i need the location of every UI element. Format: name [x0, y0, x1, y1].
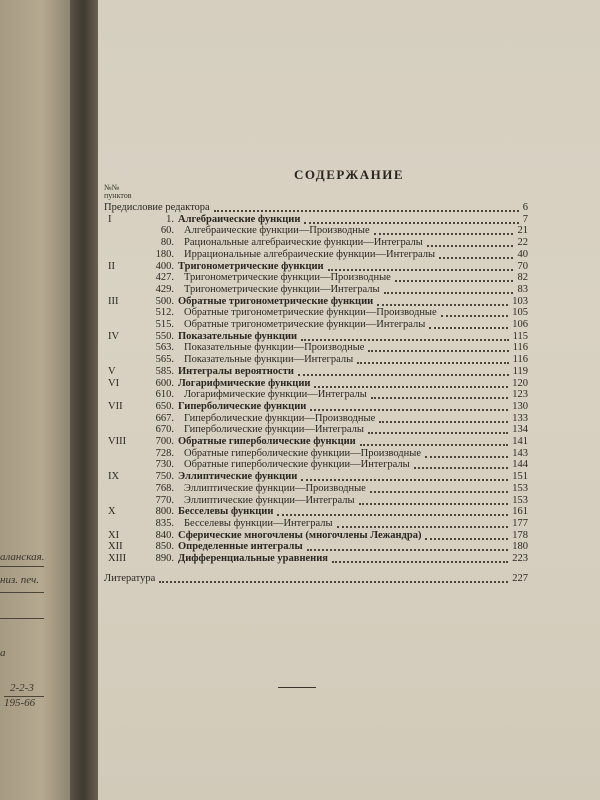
- toc-page-number: 70: [517, 260, 528, 272]
- toc-entry-title: Показательные функции—Производные: [184, 342, 365, 354]
- toc-entry-title: Тригонометрические функции—Производные: [184, 272, 391, 284]
- toc-section-number: 770.: [155, 494, 174, 506]
- toc-page-number: 178: [512, 529, 528, 541]
- toc-entry-title: Показательные функции—Интегралы: [184, 354, 354, 366]
- toc-leader-dots: [371, 397, 508, 399]
- left-fragment: аланская.: [0, 551, 45, 563]
- toc-entry-title: Обратные тригонометрические функции: [178, 295, 374, 307]
- toc-entry-title: Литература: [104, 572, 156, 584]
- toc-entry-title: Гиперболические функции—Производные: [184, 412, 376, 424]
- toc-section-number: 800.: [155, 506, 174, 518]
- toc-section-number: 750.: [155, 471, 174, 483]
- toc-leader-dots: [359, 503, 508, 505]
- toc-page-number: 123: [512, 389, 528, 401]
- toc-entry-title: Алгебраические функции: [178, 213, 301, 225]
- toc-leader-dots: [304, 222, 519, 224]
- toc-leader-dots: [370, 491, 508, 493]
- toc-page-number: 180: [512, 541, 528, 553]
- toc-page-number: 227: [512, 572, 528, 584]
- left-fragment: 2-2-3: [10, 682, 34, 694]
- toc-section-number: 1.: [166, 213, 174, 225]
- toc-row: [98, 331, 600, 342]
- toc-entry-title: Алгебраические функции—Производные: [184, 225, 370, 237]
- toc-section-number: 565.: [155, 354, 174, 366]
- toc-roman-numeral: XII: [108, 541, 123, 553]
- toc-section-number: 730.: [155, 459, 174, 471]
- toc-section-number: 515.: [155, 319, 174, 330]
- toc-entry-title: Иррациональные алгебраические функции—Интегралы: [184, 248, 436, 260]
- toc-entry-title: Обратные тригонометрические функции—Интегралы: [184, 319, 426, 330]
- toc-section-number: 600.: [155, 377, 174, 389]
- toc-row: [98, 225, 600, 236]
- toc-page-number: 83: [517, 283, 528, 295]
- toc-section-number: 700.: [155, 436, 174, 447]
- toc-page-number: 120: [512, 377, 528, 389]
- toc-leader-dots: [374, 233, 513, 235]
- toc-leader-dots: [429, 327, 508, 329]
- toc-leader-dots: [427, 245, 513, 247]
- toc-roman-numeral: VIII: [108, 436, 127, 447]
- toc-entry-title: Показательные функции: [178, 330, 298, 342]
- toc-leader-dots: [414, 467, 508, 469]
- toc-page-number: 7: [522, 213, 528, 225]
- toc-entry-title: Определенные интегралы: [178, 541, 303, 553]
- toc-row: [98, 296, 600, 307]
- toc-leader-dots: [298, 374, 509, 376]
- toc-page-number: 153: [512, 494, 528, 506]
- toc-row: [98, 401, 600, 412]
- left-rule: [0, 592, 44, 593]
- numbers-header-symbol: №№: [104, 183, 120, 192]
- toc-entry-title: Дифференциальные уравнения: [178, 553, 328, 564]
- toc-row: [98, 553, 600, 564]
- left-page: [0, 0, 70, 800]
- toc-section-number: 728.: [155, 447, 174, 459]
- toc-entry-title: Интегралы вероятности: [178, 365, 294, 377]
- toc-row: [98, 366, 600, 377]
- toc-section-number: 667.: [155, 412, 174, 424]
- numbers-header-label: пунктов: [104, 191, 132, 200]
- toc-page-number: 133: [512, 412, 528, 424]
- toc-section-number: 768.: [155, 482, 174, 494]
- toc-leader-dots: [214, 210, 519, 212]
- toc-row: [98, 483, 600, 494]
- toc-entry-title: Эллиптические функции—Интегралы: [184, 494, 355, 506]
- toc-section-number: 650.: [155, 400, 174, 412]
- toc-section-number: 80.: [160, 237, 174, 249]
- toc-page-number: 153: [512, 482, 528, 494]
- toc-page-number: 130: [512, 400, 528, 412]
- toc-page-number: 6: [522, 202, 528, 213]
- toc-page-number: 141: [512, 436, 528, 447]
- toc-entry-title: Эллиптические функции—Производные: [184, 482, 366, 494]
- toc-row: [98, 342, 600, 353]
- toc-entry-title: Обратные гиперболические функции—Производные: [184, 447, 421, 459]
- toc-row: [98, 541, 600, 552]
- toc-leader-dots: [314, 386, 508, 388]
- toc-row: [98, 448, 600, 459]
- toc-section-number: 610.: [155, 389, 174, 401]
- toc-row: [98, 378, 600, 389]
- toc-roman-numeral: IX: [108, 471, 120, 483]
- toc-page-number: 177: [512, 517, 528, 529]
- toc-leader-dots: [441, 315, 508, 317]
- toc-row: [98, 413, 600, 424]
- toc-leader-dots: [395, 280, 513, 282]
- contents-page: [98, 0, 600, 800]
- toc-page-number: 144: [512, 459, 528, 471]
- toc-roman-numeral: VII: [108, 400, 123, 412]
- toc-section-number: 835.: [155, 517, 174, 529]
- numbers-header: [104, 184, 132, 200]
- toc-section-number: 429.: [155, 283, 174, 295]
- toc-section-number: 840.: [155, 529, 174, 541]
- toc-row: [98, 530, 600, 541]
- toc-leader-dots: [379, 421, 508, 423]
- toc-roman-numeral: X: [108, 506, 116, 518]
- toc-section-number: 890.: [155, 553, 174, 564]
- toc-entry-title: Тригонометрические функции—Интегралы: [184, 283, 380, 295]
- toc-row: [98, 389, 600, 400]
- toc-row: [98, 436, 600, 447]
- toc-entry-title: Обратные гиперболические функции: [178, 436, 356, 447]
- toc-entry-title: Сферические многочлены (многочлены Лежандра): [178, 529, 422, 541]
- toc-leader-dots: [159, 581, 508, 583]
- toc-page-number: 119: [512, 365, 528, 377]
- left-fragment: а: [0, 647, 6, 659]
- toc-section-number: 400.: [155, 260, 174, 272]
- toc-leader-dots: [328, 269, 513, 271]
- toc-leader-dots: [425, 538, 508, 540]
- toc-leader-dots: [360, 444, 508, 446]
- toc-leader-dots: [377, 304, 508, 306]
- toc-leader-dots: [301, 339, 509, 341]
- toc-entry-title: Предисловие редактора: [104, 202, 210, 213]
- toc-page-number: 143: [512, 447, 528, 459]
- toc-leader-dots: [307, 549, 508, 551]
- toc-section-number: 500.: [155, 295, 174, 307]
- toc-section-number: 60.: [160, 225, 174, 237]
- toc-leader-dots: [357, 362, 509, 364]
- toc-row: [98, 495, 600, 506]
- toc-section-number: 670.: [155, 424, 174, 436]
- toc-entry-title: Обратные тригонометрические функции—Производные: [184, 307, 437, 319]
- toc-page-number: 21: [517, 225, 528, 237]
- toc-roman-numeral: I: [108, 213, 112, 225]
- toc-roman-numeral: IV: [108, 330, 120, 342]
- toc-page-number: 103: [512, 295, 528, 307]
- toc-entry-title: Рациональные алгебраические функции—Интегралы: [184, 237, 423, 249]
- toc-leader-dots: [332, 561, 508, 563]
- toc-roman-numeral: XIII: [108, 553, 127, 564]
- toc-page-number: 106: [512, 319, 528, 330]
- toc-page-number: 116: [512, 354, 528, 366]
- toc-page-number: 161: [512, 506, 528, 518]
- toc-page-number: 116: [512, 342, 528, 354]
- toc-row: [98, 214, 600, 225]
- toc-roman-numeral: III: [108, 295, 119, 307]
- toc-row: [98, 424, 600, 435]
- toc-section-number: 427.: [155, 272, 174, 284]
- toc-entry-title: Обратные гиперболические функции—Интегралы: [184, 459, 410, 471]
- toc-row: [98, 202, 600, 213]
- toc-section-number: 180.: [155, 248, 174, 260]
- left-rule: [0, 566, 44, 567]
- toc-entry-title: Логарифмические функции—Интегралы: [184, 389, 367, 401]
- toc-page-number: 40: [517, 248, 528, 260]
- toc-leader-dots: [384, 292, 513, 294]
- toc-row: [98, 261, 600, 272]
- toc-row: [98, 307, 600, 318]
- toc-page-number: 105: [512, 307, 528, 319]
- toc-row: [98, 237, 600, 248]
- toc-page-number: 151: [512, 471, 528, 483]
- toc-entry-title: Эллиптические функции: [178, 471, 298, 483]
- toc-row: [98, 518, 600, 529]
- toc-row: [98, 573, 600, 584]
- left-rule: [0, 618, 44, 619]
- toc-entry-title: Тригонометрические функции: [178, 260, 324, 272]
- toc-entry-title: Логарифмические функции: [178, 377, 311, 389]
- toc-row: [98, 284, 600, 295]
- toc-page-number: 223: [512, 553, 528, 564]
- toc-leader-dots: [425, 456, 508, 458]
- toc-leader-dots: [368, 432, 508, 434]
- toc-leader-dots: [337, 526, 508, 528]
- toc-leader-dots: [439, 257, 513, 259]
- toc-section-number: 563.: [155, 342, 174, 354]
- toc-page-number: 115: [512, 330, 528, 342]
- toc-row: [98, 506, 600, 517]
- page-title: СОДЕРЖАНИЕ: [293, 167, 405, 182]
- toc-row: [98, 319, 600, 330]
- toc-leader-dots: [277, 514, 508, 516]
- end-rule: [278, 687, 316, 688]
- toc-roman-numeral: VI: [108, 377, 120, 389]
- toc-entry-title: Бесселевы функции—Интегралы: [184, 517, 333, 529]
- toc-roman-numeral: V: [108, 365, 116, 377]
- left-fragment: 195-66: [4, 697, 36, 709]
- toc-row: [98, 249, 600, 260]
- toc-entry-title: Бесселевы функции: [178, 506, 274, 518]
- toc-entry-title: Гиперболические функции—Интегралы: [184, 424, 364, 436]
- toc-page-number: 134: [512, 424, 528, 436]
- toc-roman-numeral: II: [108, 260, 115, 272]
- toc-row: [98, 272, 600, 283]
- left-fragment: низ. печ.: [0, 574, 39, 586]
- book-spine: [70, 0, 100, 800]
- toc-page-number: 82: [517, 272, 528, 284]
- toc-roman-numeral: XI: [108, 529, 120, 541]
- toc-leader-dots: [301, 479, 508, 481]
- toc-section-number: 550.: [155, 330, 174, 342]
- toc-row: [98, 471, 600, 482]
- toc-section-number: 585.: [155, 365, 174, 377]
- toc-page-number: 22: [517, 237, 528, 249]
- toc-entry-title: Гиперболические функции: [178, 400, 307, 412]
- toc-leader-dots: [368, 350, 509, 352]
- toc-section-number: 850.: [155, 541, 174, 553]
- toc-row: [98, 354, 600, 365]
- toc-row: [98, 459, 600, 470]
- toc-section-number: 512.: [155, 307, 174, 319]
- toc-leader-dots: [310, 409, 508, 411]
